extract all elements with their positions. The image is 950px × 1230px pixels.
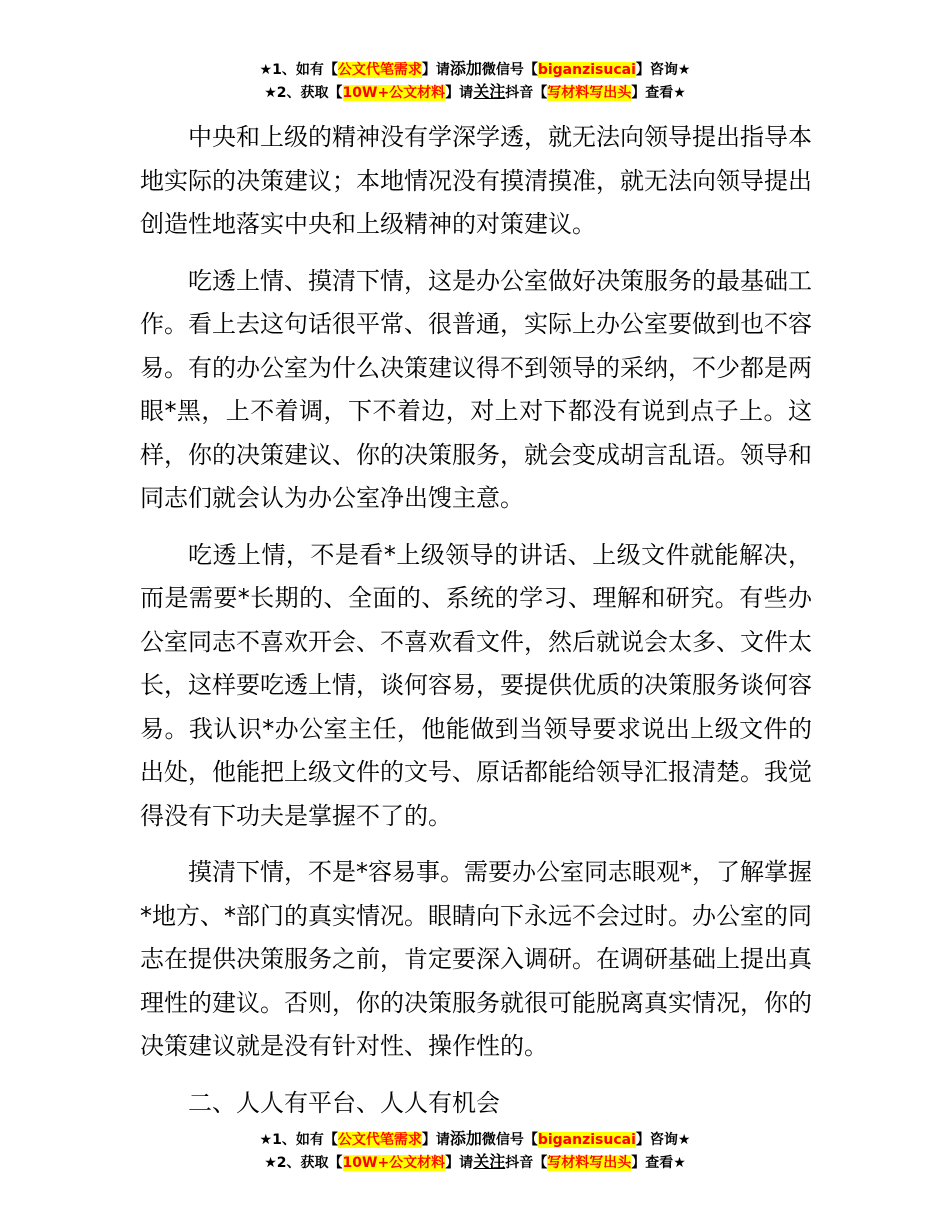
highlight-ghostwriting: 公文代笔需求: [337, 1132, 422, 1148]
highlight-materials: 10W+公文材料: [342, 1155, 446, 1171]
paragraph-1: 中央和上级的精神没有学深学透，就无法向领导提出指导本地实际的决策建议；本地情况没有摸清摸准，就无法向领导提出创造性地落实中央和上级精神的对策建议。: [140, 123, 812, 238]
section-heading: 二、人人有平台、人人有机会: [188, 1088, 500, 1117]
highlight-ghostwriting: 公文代笔需求: [337, 62, 422, 78]
highlight-wechat-id: biganzisucai: [537, 1132, 636, 1148]
promo-line-2: ★2、获取【10W+公文材料】请关注抖音【写材料写出头】查看★: [264, 1152, 686, 1171]
document-body: [140, 116, 812, 1125]
header-promo-banner: [0, 58, 950, 104]
promo-line-2: ★2、获取【10W+公文材料】请关注抖音【写材料写出头】查看★: [264, 82, 686, 101]
highlight-douyin-account: 写材料写出头: [547, 85, 632, 101]
footer-promo-banner: [0, 1128, 950, 1174]
paragraph-4: 摸清下情，不是*容易事。需要办公室同志眼观*，了解掌握*地方、*部门的真实情况。眼睛向下永远不会过时。办公室的同志在提供决策服务之前，肯定要深入调研。在调研基础上提出真理性的建议。否则，你的决策服务就很可能脱离真实情况，你的决策建议就是没有针对性、操作性的。: [140, 858, 812, 1060]
highlight-wechat-id: biganzisucai: [537, 62, 636, 78]
paragraph-3: 吃透上情，不是看*上级领导的讲话、上级文件就能解决，而是需要*长期的、全面的、系统的学习、理解和研究。有些办公室同志不喜欢开会、不喜欢看文件，然后就说会太多、文件太长，这样要吃透上情，谈何容易，要提供优质的决策服务谈何容易。我认识*办公室主任，他能做到当领导要求说出上级文件的出处，他能把上级文件的文号、原话都能给领导汇报清楚。我觉得没有下功夫是掌握不了的。: [140, 540, 812, 830]
highlight-materials: 10W+公文材料: [342, 85, 446, 101]
promo-line-1: ★1、如有【公文代笔需求】请添加微信号【biganzisucai】咨询★: [259, 59, 691, 78]
paragraph-2: 吃透上情、摸清下情，这是办公室做好决策服务的最基础工作。看上去这句话很平常、很普通，实际上办公室要做到也不容易。有的办公室为什么决策建议得不到领导的采纳，不少都是两眼*黑，上不着调，下不着边，对上对下都没有说到点子上。这样，你的决策建议、你的决策服务，就会变成胡言乱语。领导和同志们就会认为办公室净出馊主意。: [140, 266, 812, 512]
promo-line-1: ★1、如有【公文代笔需求】请添加微信号【biganzisucai】咨询★: [259, 1129, 691, 1148]
highlight-douyin-account: 写材料写出头: [547, 1155, 632, 1171]
